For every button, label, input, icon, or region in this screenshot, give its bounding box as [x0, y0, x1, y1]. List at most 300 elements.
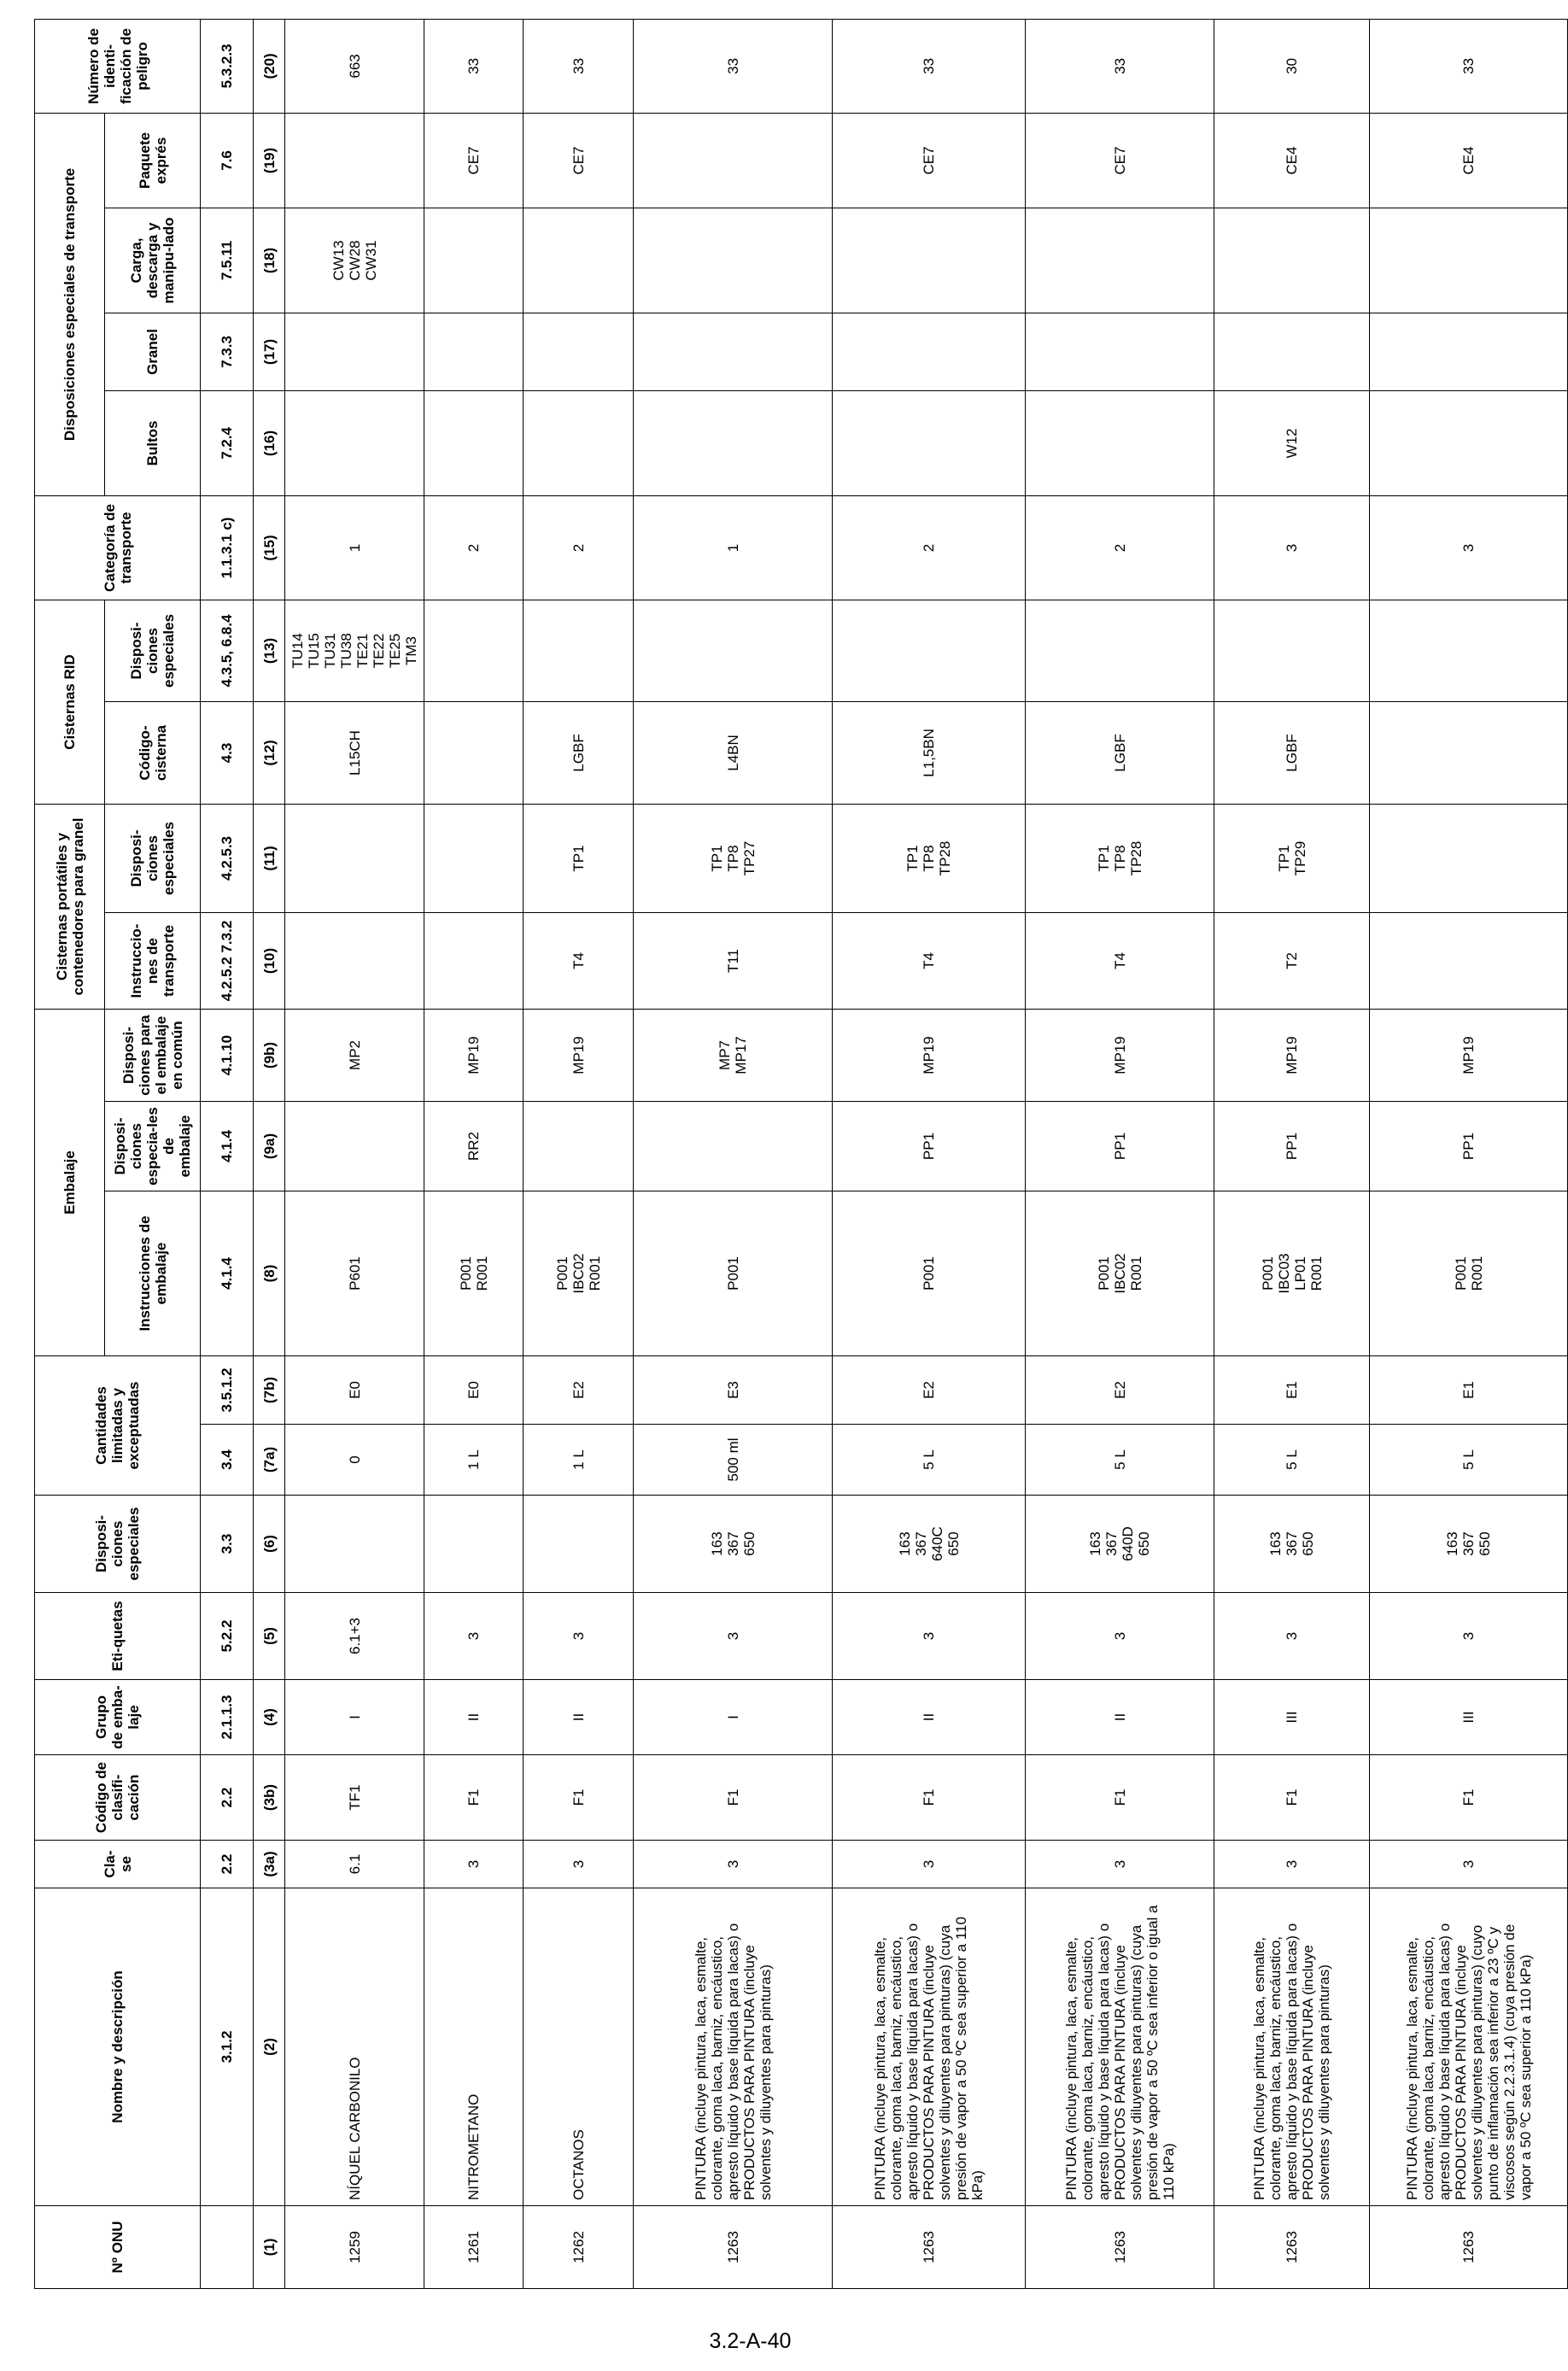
column-number-cell: (3b) [254, 1755, 285, 1841]
table-row [1214, 19, 1370, 2288]
data-cell [1370, 804, 1568, 912]
data-cell: PP1 [1370, 1101, 1568, 1191]
data-cell [833, 390, 1026, 495]
data-cell: 5 L [1026, 1425, 1214, 1496]
data-cell [424, 1191, 524, 1355]
cell-line: P001 [457, 1256, 474, 1291]
data-cell: T4 [833, 912, 1026, 1009]
data-cell: 33 [833, 19, 1026, 113]
data-cell [1370, 208, 1568, 313]
data-cell [1370, 313, 1568, 390]
header-cisternas-port: Cisternas portátiles y contenedores para granel [35, 804, 105, 1009]
data-cell: P601 [285, 1191, 424, 1355]
column-number-cell: (13) [254, 600, 285, 701]
cell-line: 163 [1444, 1531, 1460, 1556]
un-number-cell: 1263 [833, 2206, 1026, 2289]
cell-line: CW31 [362, 240, 379, 281]
cell-line: 163 [708, 1531, 725, 1556]
data-cell: T4 [524, 912, 634, 1009]
data-cell: 33 [1026, 19, 1214, 113]
data-cell: I [634, 1680, 833, 1755]
header-carga: Carga, descarga y manipu-lado [105, 208, 201, 313]
header-onu: Nº ONU [35, 2206, 201, 2289]
data-cell: III [1370, 1680, 1568, 1755]
section-ref-cell: 4.2.5.3 [201, 804, 254, 912]
data-cell [285, 600, 424, 701]
data-cell: II [833, 1680, 1026, 1755]
column-number-cell: (11) [254, 804, 285, 912]
data-cell [285, 912, 424, 1009]
column-number-cell: (8) [254, 1191, 285, 1355]
section-ref-cell: 4.3 [201, 701, 254, 804]
data-cell [424, 208, 524, 313]
data-cell [424, 313, 524, 390]
header-categoria: Categoría de transporte [35, 495, 201, 600]
data-cell [1214, 208, 1370, 313]
data-cell: F1 [424, 1755, 524, 1841]
data-cell: F1 [833, 1755, 1026, 1841]
data-cell [1370, 1191, 1568, 1355]
data-cell: 3 [1370, 495, 1568, 600]
section-ref-cell: 4.2.5.2 7.3.2 [201, 912, 254, 1009]
cell-line: TP27 [740, 840, 758, 876]
data-cell: 2 [524, 495, 634, 600]
data-cell: PP1 [833, 1101, 1026, 1191]
data-cell [285, 208, 424, 313]
data-cell: TF1 [285, 1755, 424, 1841]
data-cell: MP2 [285, 1009, 424, 1101]
data-cell [634, 1009, 833, 1101]
cell-line: 650 [945, 1531, 962, 1556]
cell-line: 163 [1267, 1531, 1284, 1556]
section-ref-cell: 2.2 [201, 1841, 254, 1888]
cell-line: TE22 [371, 633, 387, 669]
data-cell: 3 [424, 1841, 524, 1888]
cell-line: 367 [1460, 1531, 1477, 1556]
data-cell: E0 [285, 1355, 424, 1424]
un-number-cell: 1262 [524, 2206, 634, 2289]
header-cod-cist: Código-cisterna [105, 701, 201, 804]
data-cell: 5 L [1370, 1425, 1568, 1496]
section-ref-cell: 1.1.3.1 c) [201, 495, 254, 600]
column-number-cell: (12) [254, 701, 285, 804]
table-row [424, 19, 524, 2288]
cell-line: TP29 [1291, 840, 1308, 876]
data-cell: 3 [424, 1593, 524, 1680]
header-instr-transp: Instruccio-nes de transporte [105, 912, 201, 1009]
data-cell: PP1 [1214, 1101, 1370, 1191]
section-ref-cell: 3.5.1.2 [201, 1355, 254, 1424]
column-number-cell: (2) [254, 1888, 285, 2206]
data-cell [634, 313, 833, 390]
data-cell [833, 1496, 1026, 1593]
data-cell: MP19 [424, 1009, 524, 1101]
data-cell: 3 [1214, 1841, 1370, 1888]
data-cell [1026, 313, 1214, 390]
substance-name-cell: PINTURA (incluye pintura, laca, esmalte, colorante, goma laca, barniz, encáustico, apresto líquido y base líquida para lacas) o PRODUCTOS PARA PINTURA (incluye solventes y diluyentes para pinturas) (cuya presión de vapor a 50 ºC sea superior a 110 kPa) [833, 1888, 1026, 2206]
data-cell: 3 [524, 1593, 634, 1680]
data-cell [833, 313, 1026, 390]
data-cell [285, 804, 424, 912]
data-cell [1370, 600, 1568, 701]
column-number-cell: (18) [254, 208, 285, 313]
header-embalaje: Embalaje [35, 1009, 105, 1355]
data-cell: 6.1+3 [285, 1593, 424, 1680]
data-cell: 1 [634, 495, 833, 600]
section-ref-cell: 2.1.1.3 [201, 1680, 254, 1755]
header-disp-esp: Disposi-ciones especiales [35, 1496, 201, 1593]
data-cell [1214, 1191, 1370, 1355]
data-cell [524, 1191, 634, 1355]
cell-line: IBC03 [1275, 1253, 1292, 1294]
data-cell [424, 1496, 524, 1593]
section-ref-cell: 7.2.4 [201, 390, 254, 495]
data-cell: 3 [833, 1593, 1026, 1680]
table-row [524, 19, 634, 2288]
data-cell [1214, 313, 1370, 390]
table-row [1026, 19, 1214, 2288]
cell-line: TP8 [921, 845, 937, 872]
cell-line: TP1 [1095, 845, 1112, 872]
data-cell: CE4 [1214, 113, 1370, 208]
substance-name-cell: NÍQUEL CARBONILO [285, 1888, 424, 2206]
header-disp-comun: Disposi-ciones para el embalaje en común [105, 1009, 201, 1101]
data-cell: 2 [1026, 495, 1214, 600]
data-cell [285, 113, 424, 208]
data-cell [1370, 701, 1568, 804]
data-cell [634, 208, 833, 313]
data-cell: 3 [1214, 495, 1370, 600]
data-cell: E2 [1026, 1355, 1214, 1424]
data-cell: MP19 [1026, 1009, 1214, 1101]
cell-line: IBC02 [570, 1253, 587, 1294]
un-number-cell: 1263 [1026, 2206, 1214, 2289]
data-cell: 663 [285, 19, 424, 113]
column-number-cell: (7b) [254, 1355, 285, 1424]
data-cell [1026, 1191, 1214, 1355]
column-number-cell: (15) [254, 495, 285, 600]
un-number-cell: 1263 [634, 2206, 833, 2289]
header-instr-emb: Instrucciones de embalaje [105, 1191, 201, 1355]
substance-name-cell: PINTURA (incluye pintura, laca, esmalte, colorante, goma laca, barniz, encáustico, apresto líquido y base líquida para lacas) o PRODUCTOS PARA PINTURA (incluye solventes y diluyentes para pinturas) (cuyo punto de inflamación sea inferior a 23 ºC y viscosos según 2.2.3.1.4) (cuya presión de vapor a 50 ºC sea superior a 110 kPa) [1370, 1888, 1568, 2206]
section-ref-cell: 7.6 [201, 113, 254, 208]
column-number-cell: (1) [254, 2206, 285, 2289]
cell-line: P001 [1259, 1256, 1276, 1291]
header-cisternas-rid: Cisternas RID [35, 600, 105, 804]
data-cell [1370, 390, 1568, 495]
table-row [285, 19, 424, 2288]
substance-name-cell: OCTANOS [524, 1888, 634, 2206]
cell-line: IBC02 [1111, 1253, 1128, 1294]
data-cell: L1,5BN [833, 701, 1026, 804]
cell-line: 640C [928, 1526, 945, 1561]
section-ref-cell: 4.1.4 [201, 1191, 254, 1355]
data-cell: E1 [1370, 1355, 1568, 1424]
data-cell: 3 [634, 1841, 833, 1888]
header-bultos: Bultos [105, 390, 201, 495]
data-cell: 6.1 [285, 1841, 424, 1888]
data-cell: F1 [1370, 1755, 1568, 1841]
data-cell [1026, 390, 1214, 495]
data-cell: CE7 [833, 113, 1026, 208]
header-name: Nombre y descripción [35, 1888, 201, 2206]
header-clase: Cla-se [35, 1841, 201, 1888]
cell-line: TP1 [904, 845, 921, 872]
data-cell: III [1214, 1680, 1370, 1755]
section-ref-cell: 5.2.2 [201, 1593, 254, 1680]
header-disp-emb: Disposi-ciones especia-les de embalaje [105, 1101, 201, 1191]
data-cell: 2 [833, 495, 1026, 600]
cell-line: MP17 [733, 1036, 749, 1074]
cell-line: R001 [1468, 1256, 1485, 1291]
cell-line: CW28 [346, 240, 363, 281]
un-number-cell: 1263 [1370, 2206, 1568, 2289]
data-cell: E2 [833, 1355, 1026, 1424]
column-number-cell: (9a) [254, 1101, 285, 1191]
cell-line: 367 [912, 1531, 929, 1556]
column-number-cell: (17) [254, 313, 285, 390]
data-cell [285, 1496, 424, 1593]
data-cell: MP19 [524, 1009, 634, 1101]
table-body [285, 19, 1568, 2288]
data-cell: 3 [524, 1841, 634, 1888]
column-number-cell: (9b) [254, 1009, 285, 1101]
section-reference-row [201, 19, 254, 2288]
cell-line: R001 [1127, 1256, 1144, 1291]
data-cell: E2 [524, 1355, 634, 1424]
substance-name-cell: PINTURA (incluye pintura, laca, esmalte, colorante, goma laca, barniz, encáustico, apresto líquido y base líquida para lacas) o PRODUCTOS PARA PINTURA (incluye solventes y diluyentes para pinturas) [1214, 1888, 1370, 2206]
cell-line: 640D [1120, 1526, 1136, 1561]
cell-line: 367 [1103, 1531, 1120, 1556]
cell-line: TU38 [338, 633, 354, 669]
data-cell: E1 [1214, 1355, 1370, 1424]
data-cell: MP19 [1214, 1009, 1370, 1101]
page-number: 3.2-A-40 [709, 2329, 792, 2353]
data-cell [634, 600, 833, 701]
data-cell: TP1 [524, 804, 634, 912]
column-number-cell: (16) [254, 390, 285, 495]
data-cell [524, 313, 634, 390]
cell-line: MP7 [717, 1040, 733, 1070]
section-ref-cell: 4.1.4 [201, 1101, 254, 1191]
data-cell: 33 [424, 19, 524, 113]
data-cell: II [524, 1680, 634, 1755]
cell-line: TE21 [354, 633, 371, 669]
data-cell [1214, 600, 1370, 701]
data-cell [424, 390, 524, 495]
data-cell [634, 113, 833, 208]
data-cell: L15CH [285, 701, 424, 804]
header-paquete: Paquete exprés [105, 113, 201, 208]
header-disp-cp: Disposi-ciones especiales [105, 804, 201, 912]
data-cell [524, 1496, 634, 1593]
data-cell: 33 [1370, 19, 1568, 113]
data-cell: 3 [1214, 1593, 1370, 1680]
cell-line: LP01 [1291, 1256, 1308, 1291]
data-cell [285, 313, 424, 390]
cell-line: CW13 [330, 240, 347, 281]
cell-line: TU15 [306, 633, 322, 669]
cell-line: 650 [740, 1531, 758, 1556]
data-cell: 3 [1370, 1841, 1568, 1888]
data-cell [634, 390, 833, 495]
section-ref-cell: 4.1.10 [201, 1009, 254, 1101]
data-cell [1214, 1496, 1370, 1593]
column-number-cell: (4) [254, 1680, 285, 1755]
data-cell [634, 1496, 833, 1593]
data-cell: 5 L [1214, 1425, 1370, 1496]
data-cell: 33 [634, 19, 833, 113]
section-ref-cell [201, 2206, 254, 2289]
data-cell: F1 [634, 1755, 833, 1841]
data-cell: CE4 [1370, 113, 1568, 208]
section-ref-cell: 3.1.2 [201, 1888, 254, 2206]
data-cell [285, 390, 424, 495]
cell-line: 163 [1087, 1531, 1103, 1556]
data-cell: CE7 [1026, 113, 1214, 208]
section-ref-cell: 3.4 [201, 1425, 254, 1496]
column-number-row [254, 19, 285, 2288]
table-row [1370, 19, 1568, 2288]
cell-line: TM3 [403, 635, 419, 665]
data-cell [524, 390, 634, 495]
rotated-table-container [34, 20, 1534, 2289]
data-cell [1026, 1496, 1214, 1593]
cell-line: 163 [896, 1531, 913, 1556]
column-number-cell: (3a) [254, 1841, 285, 1888]
data-cell: LGBF [524, 701, 634, 804]
data-cell: T4 [1026, 912, 1214, 1009]
section-ref-cell: 5.3.2.3 [201, 19, 254, 113]
dangerous-goods-table [34, 19, 1568, 2289]
cell-line: TP8 [1111, 845, 1128, 872]
data-cell: P001 [833, 1191, 1026, 1355]
data-cell: E3 [634, 1355, 833, 1424]
data-cell [1370, 1496, 1568, 1593]
data-cell: 3 [1026, 1593, 1214, 1680]
data-cell: W12 [1214, 390, 1370, 495]
data-cell: 3 [1370, 1593, 1568, 1680]
data-cell [833, 600, 1026, 701]
cell-line: TE25 [387, 633, 403, 669]
un-number-cell: 1263 [1214, 2206, 1370, 2289]
data-cell: RR2 [424, 1101, 524, 1191]
data-cell: 1 L [524, 1425, 634, 1496]
data-cell [1026, 208, 1214, 313]
data-cell: E0 [424, 1355, 524, 1424]
cell-line: R001 [586, 1256, 603, 1291]
data-cell: F1 [1026, 1755, 1214, 1841]
substance-name-cell: PINTURA (incluye pintura, laca, esmalte, colorante, goma laca, barniz, encáustico, apresto líquido y base líquida para lacas) o PRODUCTOS PARA PINTURA (incluye solventes y diluyentes para pinturas) [634, 1888, 833, 2206]
cell-line: 650 [1477, 1531, 1493, 1556]
cell-line: R001 [473, 1256, 490, 1291]
column-number-cell: (6) [254, 1496, 285, 1593]
cell-line: TU14 [290, 633, 306, 669]
data-cell [1026, 804, 1214, 912]
data-cell: L4BN [634, 701, 833, 804]
un-number-cell: 1259 [285, 2206, 424, 2289]
data-cell [285, 1101, 424, 1191]
cell-line: 650 [1300, 1531, 1316, 1556]
header-disp-transp: Disposiciones especiales de transporte [35, 113, 105, 495]
data-cell: 5 L [833, 1425, 1026, 1496]
header-grupo: Grupo de emba-laje [35, 1680, 201, 1755]
data-cell [1370, 912, 1568, 1009]
data-cell [524, 600, 634, 701]
table-row [833, 19, 1026, 2288]
data-cell: CE7 [524, 113, 634, 208]
cell-line: P001 [1095, 1256, 1112, 1291]
column-number-cell: (19) [254, 113, 285, 208]
section-ref-cell: 7.3.3 [201, 313, 254, 390]
data-cell: II [1026, 1680, 1214, 1755]
header-row-1 [35, 19, 105, 2288]
data-cell [634, 1101, 833, 1191]
data-cell [424, 912, 524, 1009]
data-cell: I [285, 1680, 424, 1755]
data-cell [424, 600, 524, 701]
cell-line: TP8 [724, 845, 741, 872]
data-cell [833, 804, 1026, 912]
data-cell: P001 [634, 1191, 833, 1355]
data-cell [833, 208, 1026, 313]
data-cell [424, 701, 524, 804]
data-cell: 3 [1026, 1841, 1214, 1888]
data-cell [1026, 600, 1214, 701]
header-etiquetas: Eti-quetas [35, 1593, 201, 1680]
cell-line: 367 [1284, 1531, 1300, 1556]
section-ref-cell: 7.5.11 [201, 208, 254, 313]
data-cell: 33 [524, 19, 634, 113]
cell-line: TU31 [322, 633, 338, 669]
data-cell: 1 [285, 495, 424, 600]
column-number-cell: (10) [254, 912, 285, 1009]
cell-line: R001 [1308, 1256, 1325, 1291]
column-number-cell: (7a) [254, 1425, 285, 1496]
header-granel: Granel [105, 313, 201, 390]
data-cell: T2 [1214, 912, 1370, 1009]
data-cell [524, 1101, 634, 1191]
data-cell: LGBF [1214, 701, 1370, 804]
header-cantidades: Cantidades limitadas y exceptuadas [35, 1355, 201, 1495]
header-disp-rid: Disposi-ciones especiales [105, 600, 201, 701]
data-cell: 500 ml [634, 1425, 833, 1496]
data-cell: 3 [833, 1841, 1026, 1888]
data-cell: LGBF [1026, 701, 1214, 804]
cell-line: TP28 [937, 840, 953, 876]
header-numero: Número de identi-ficación de peligro [35, 19, 201, 113]
column-number-cell: (20) [254, 19, 285, 113]
substance-name-cell: NITROMETANO [424, 1888, 524, 2206]
data-cell [524, 208, 634, 313]
cell-line: 650 [1136, 1531, 1152, 1556]
cell-line: TP1 [1275, 845, 1292, 872]
data-cell: MP19 [1370, 1009, 1568, 1101]
substance-name-cell: PINTURA (incluye pintura, laca, esmalte, colorante, goma laca, barniz, encáustico, apresto líquido y base líquida para lacas) o PRODUCTOS PARA PINTURA (incluye solventes y diluyentes para pinturas) (cuya presión de vapor a 50 ºC sea inferior o igual a 110 kPa) [1026, 1888, 1214, 2206]
section-ref-cell: 3.3 [201, 1496, 254, 1593]
section-ref-cell: 2.2 [201, 1755, 254, 1841]
data-cell: 3 [634, 1593, 833, 1680]
data-cell: T11 [634, 912, 833, 1009]
data-cell: 0 [285, 1425, 424, 1496]
cell-line: 367 [724, 1531, 741, 1556]
data-cell: F1 [524, 1755, 634, 1841]
data-cell: 30 [1214, 19, 1370, 113]
section-ref-cell: 4.3.5, 6.8.4 [201, 600, 254, 701]
data-cell: 2 [424, 495, 524, 600]
data-cell [424, 804, 524, 912]
data-cell: II [424, 1680, 524, 1755]
